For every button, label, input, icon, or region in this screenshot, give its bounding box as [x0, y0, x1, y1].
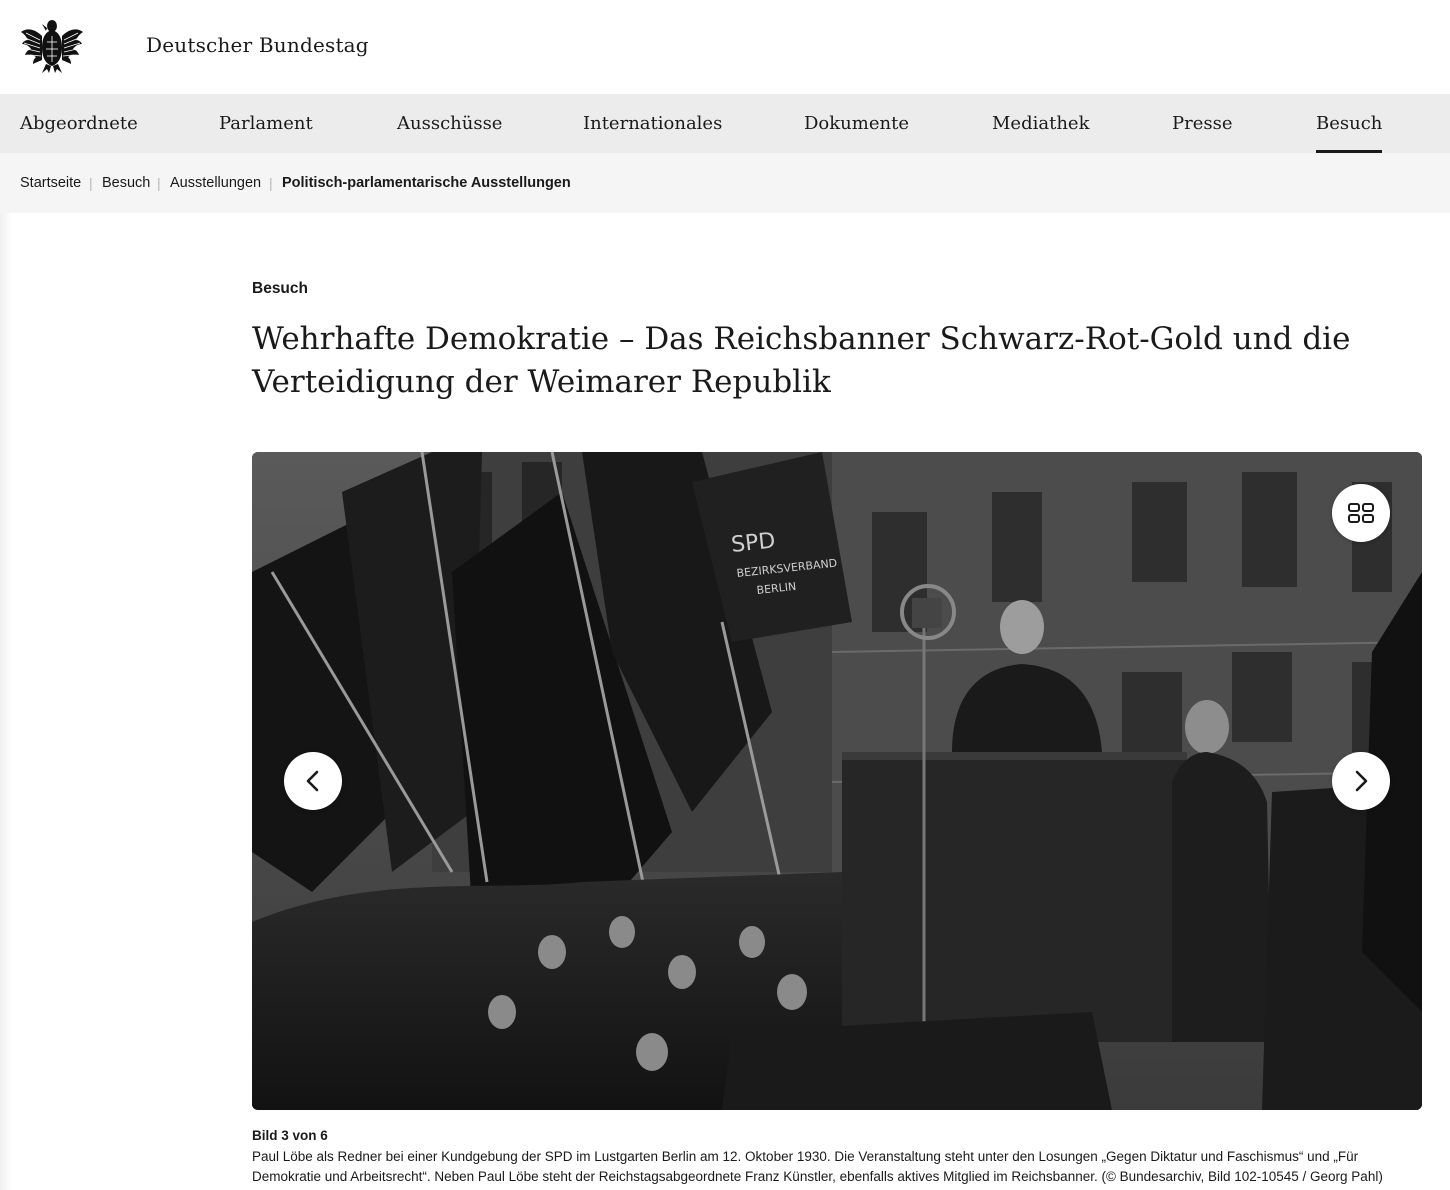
- grid-view-button[interactable]: [1332, 484, 1390, 542]
- nav-item-mediathek[interactable]: Mediathek: [992, 113, 1090, 134]
- section-kicker: Besuch: [252, 280, 308, 297]
- nav-item-parlament[interactable]: Parlament: [219, 113, 313, 134]
- svg-text:BERLIN: BERLIN: [755, 579, 797, 597]
- main-navigation: [0, 94, 1450, 153]
- nav-item-internationales[interactable]: Internationales: [583, 113, 723, 134]
- site-header: [0, 0, 1450, 94]
- breadcrumb-ausstellungen[interactable]: Ausstellungen: [170, 175, 262, 191]
- nav-item-dokumente[interactable]: Dokumente: [804, 113, 909, 134]
- chevron-left-icon: [304, 770, 322, 792]
- page-title: Wehrhafte Demokratie – Das Reichsbanner Schwarz-Rot-Gold und die Verteidigung der Weimarer Republik: [252, 321, 1351, 400]
- breadcrumb-separator: |: [89, 175, 93, 191]
- previous-image-button[interactable]: [284, 752, 342, 810]
- site-title[interactable]: Deutscher Bundestag: [146, 33, 369, 57]
- federal-eagle-icon[interactable]: [20, 16, 84, 74]
- breadcrumb-separator: |: [269, 175, 273, 191]
- nav-item-presse[interactable]: Presse: [1172, 113, 1233, 134]
- next-image-button[interactable]: [1332, 752, 1390, 810]
- nav-item-ausschuesse[interactable]: Ausschüsse: [397, 113, 503, 134]
- image-caption: Paul Löbe als Redner bei einer Kundgebung der SPD im Lustgarten Berlin am 12. Oktober 1930. Die Veranstaltung steht unter den Losungen „Gegen Diktatur und Faschismus“ und „Für Demokratie und Arbeitsrecht“. Neben Paul Löbe steht der Reichstagsabgeordnete Franz Künstler, ebenfalls aktives Mitglied im Reichsbanner. (© Bundesarchiv, Bild 102-10545 / Georg Pahl): [252, 1149, 1383, 1184]
- image-gallery[interactable]: [252, 452, 1422, 1110]
- breadcrumb-besuch[interactable]: Besuch: [102, 175, 151, 191]
- chevron-right-icon: [1352, 770, 1370, 792]
- breadcrumb-current: Politisch-parlamentarische Ausstellungen: [282, 175, 571, 191]
- svg-text:SPD: SPD: [730, 528, 777, 558]
- nav-item-abgeordnete[interactable]: Abgeordnete: [20, 113, 138, 134]
- breadcrumb-separator: |: [157, 175, 161, 191]
- nav-item-besuch[interactable]: Besuch: [1316, 94, 1382, 153]
- page-edge-shadow: [0, 213, 12, 1190]
- image-counter: Bild 3 von 6: [252, 1128, 328, 1143]
- grid-view-icon: [1347, 502, 1375, 524]
- breadcrumb: [0, 153, 1450, 213]
- breadcrumb-startseite[interactable]: Startseite: [20, 175, 82, 191]
- gallery-photo: [252, 452, 1422, 1110]
- svg-text:BEZIRKSVERBAND: BEZIRKSVERBAND: [735, 556, 838, 580]
